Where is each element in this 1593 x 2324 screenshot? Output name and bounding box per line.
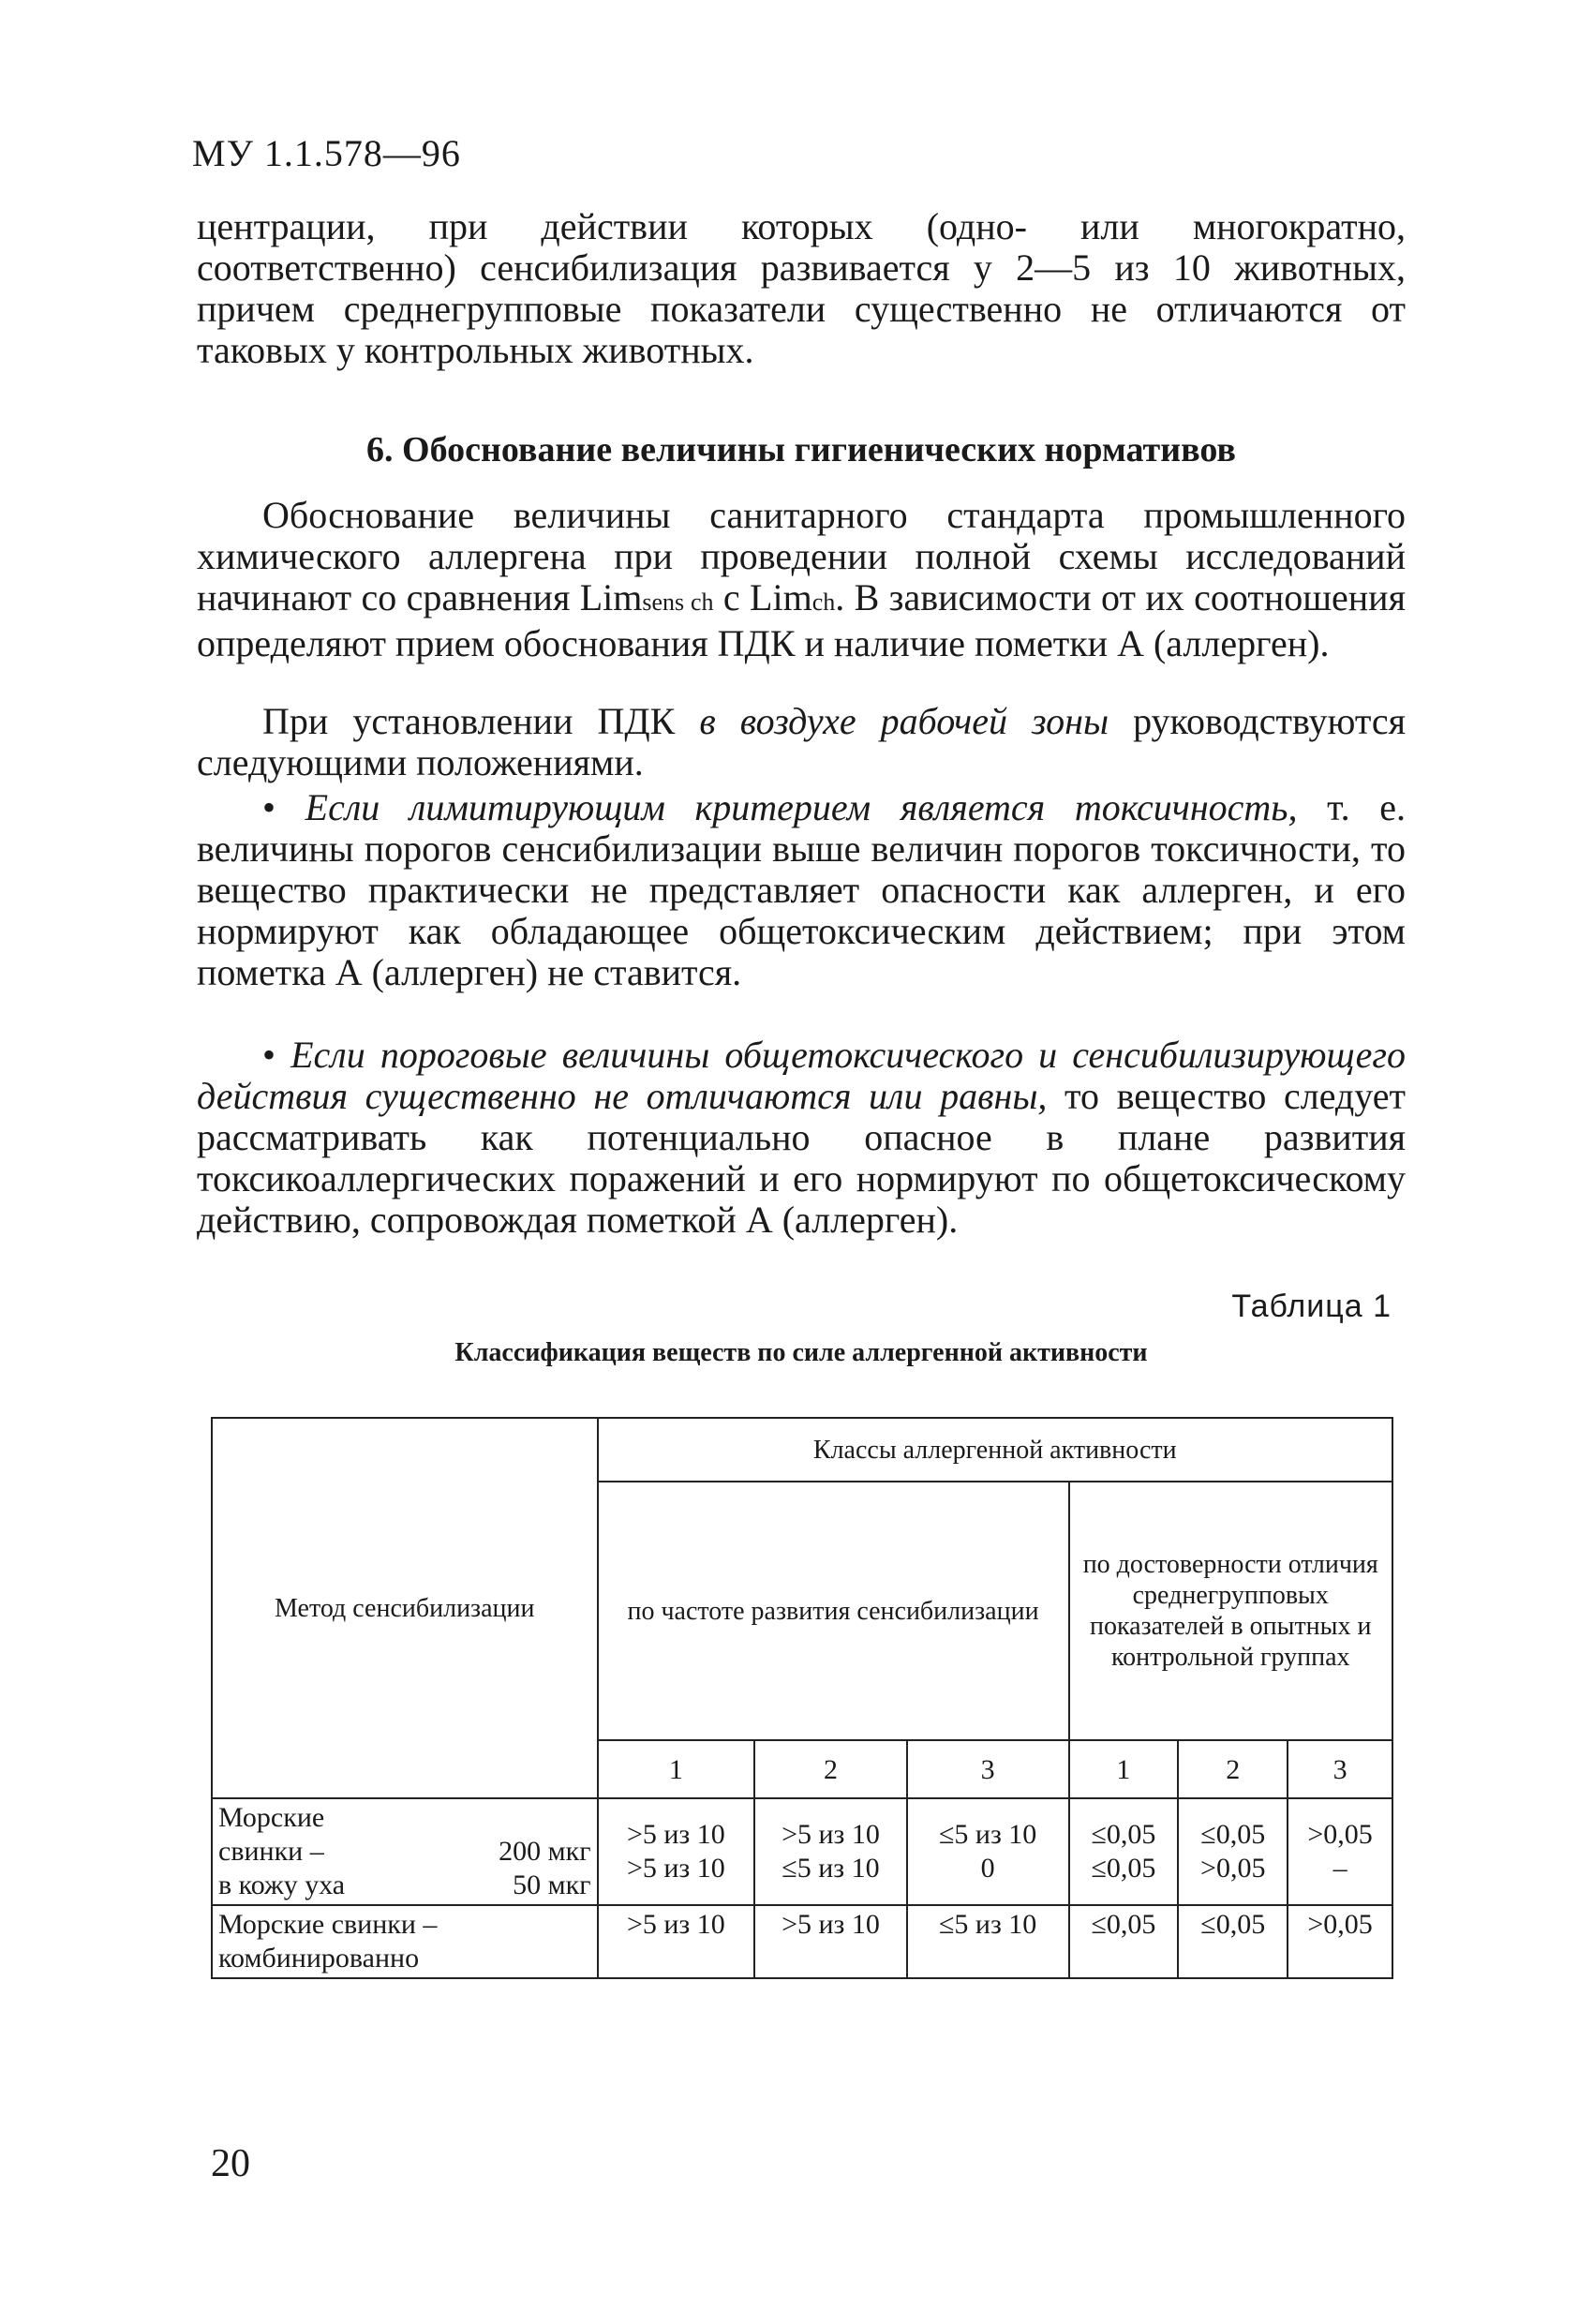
cell-value: –	[1332, 1853, 1347, 1884]
italic-text: в воздухе рабочей зоны	[699, 700, 1109, 742]
cell-value: >5 из 10	[626, 1819, 725, 1850]
class-number: 1	[598, 1740, 755, 1798]
bullet-text: то вещество следует рассматривать как потенциально опасное в плане развития токсикоаллергических поражений и его нормируют по общетоксическому действию, сопровождая пометкой А (аллерген).	[197, 1075, 1406, 1241]
table-cell: >5 из 10	[598, 1905, 755, 1978]
cell-value: >5 из 10	[782, 1819, 880, 1850]
section-heading: 6. Обоснование величины гигиенических нормативов	[366, 430, 1236, 469]
italic-text: Если пороговые величины общетоксического и сенсибилизирующего действия существенно не отличаются или равны,	[197, 1034, 1406, 1117]
method-text: Морские свинки –	[218, 1909, 438, 1940]
paragraph-pdk	[197, 701, 1406, 783]
header-method: Метод сенсибилизации	[212, 1418, 598, 1798]
paragraph-continuation: центрации, при действии которых (одно- или многократно, соответственно) сенсибилизация развивается у 2—5 из 10 животных, причем среднегрупповые показатели существенно не отличаются от таковых у контрольных животных.	[197, 205, 1406, 371]
cell-value: >0,05	[1307, 1819, 1373, 1850]
bullet-icon: •	[262, 786, 276, 828]
table-cell: >0,05	[1288, 1905, 1392, 1978]
class-number: 1	[1069, 1740, 1179, 1798]
cell-value: >0,05	[1200, 1853, 1266, 1884]
table-row	[212, 1905, 1392, 1978]
bullet-text: т. е. величины порогов сенсибилизации выше величин порогов токсичности, то вещество практически не представляет опасности как аллерген, и его нормируют как обладающее общетоксическим действием; при этом пометка А (аллерген) не ставится.	[197, 786, 1407, 993]
table-cell	[754, 1798, 907, 1905]
method-text: Морские	[218, 1802, 325, 1833]
cell-value: ≤0,05	[1091, 1819, 1156, 1850]
table-cell	[598, 1798, 755, 1905]
subscript: sens ch	[642, 588, 714, 616]
dose: 50 мкг	[513, 1870, 591, 1900]
header-classes: Классы аллергенной активности	[598, 1418, 1392, 1482]
page-header-doc-code: МУ 1.1.578—96	[192, 132, 461, 174]
cell-value: ≤5 из 10	[938, 1819, 1037, 1850]
dose: 200 мкг	[499, 1836, 591, 1867]
header-reliability: по достоверности отличия среднегрупповых показателей в опытных и контрольной группах	[1069, 1482, 1393, 1740]
cell-value: 0	[980, 1853, 995, 1884]
table-cell: ≤5 из 10	[907, 1905, 1069, 1978]
paragraph-text: . В зависимости от их соотношения определяют прием обоснования ПДК и наличие пометки А (аллерген).	[197, 576, 1406, 664]
cell-value: ≤5 из 10	[782, 1853, 880, 1884]
table-row	[212, 1798, 1392, 1905]
table-cell	[1069, 1798, 1179, 1905]
paragraph-text: При установлении ПДК	[262, 700, 700, 742]
table-cell: >5 из 10	[754, 1905, 907, 1978]
header-frequency: по частоте развития сенсибилизации	[598, 1482, 1069, 1740]
cell-value: >5 из 10	[626, 1853, 725, 1884]
method-ear-skin	[212, 1798, 598, 1905]
paragraph-text: с Lim	[713, 576, 812, 618]
cell-value: ≤0,05	[1091, 1853, 1156, 1884]
table-header-row	[212, 1418, 1392, 1482]
paragraph-justification	[197, 495, 1406, 664]
page-number: 20	[211, 2142, 250, 2185]
method-text: в кожу уха	[218, 1870, 346, 1900]
cell-value: ≤0,05	[1200, 1819, 1266, 1850]
bullet-equal-thresholds	[197, 1035, 1406, 1241]
method-text: комбинированно	[218, 1943, 420, 1974]
table-number: Таблица 1	[1231, 1289, 1392, 1324]
table-cell: ≤0,05	[1069, 1905, 1179, 1978]
bullet-icon: •	[262, 1034, 276, 1076]
method-text: свинки –	[218, 1836, 324, 1867]
class-number: 3	[1288, 1740, 1392, 1798]
method-combined	[212, 1905, 598, 1978]
table-cell	[1178, 1798, 1288, 1905]
table-cell	[907, 1798, 1069, 1905]
paragraph-text: Обоснование величины санитарного стандарта промышленного химического аллергена при проведении полной схемы исследований начинают со сравнения Lim	[197, 494, 1406, 618]
allergen-classification-table	[211, 1417, 1393, 1979]
table-cell: ≤0,05	[1178, 1905, 1288, 1978]
bullet-toxicity	[197, 787, 1406, 993]
class-number: 3	[907, 1740, 1069, 1798]
method-dose-line	[218, 1835, 591, 1869]
subscript: ch	[811, 588, 836, 616]
table-title: Классификация веществ по силе аллергенной активности	[454, 1338, 1148, 1367]
table-cell	[1288, 1798, 1392, 1905]
paragraph-text: руководствуются следующими положениями.	[197, 700, 1407, 783]
method-dose-line	[218, 1869, 591, 1902]
class-number: 2	[754, 1740, 907, 1798]
class-number: 2	[1178, 1740, 1288, 1798]
italic-text: Если лимитирующим критерием является токсичность,	[305, 786, 1298, 828]
